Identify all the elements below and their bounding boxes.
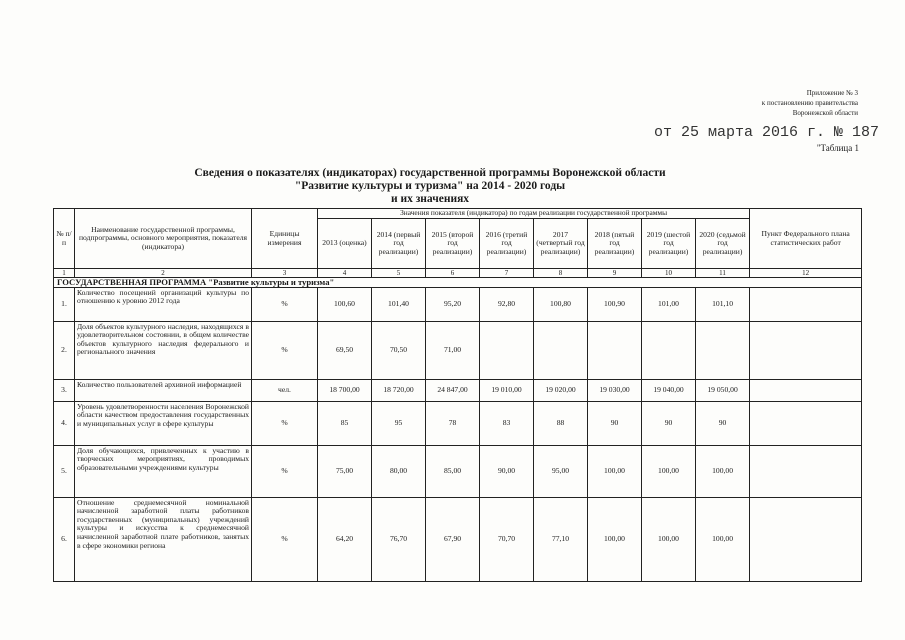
value-cell: 80,00 bbox=[372, 445, 426, 497]
indicator-name: Количество пользователей архивной информацией bbox=[75, 379, 252, 401]
header-values-group: Значения показателя (индикатора) по годам реализации государственной программы bbox=[318, 209, 750, 219]
value-cell: 90 bbox=[588, 401, 642, 445]
value-cell: 100,00 bbox=[588, 445, 642, 497]
indicator-name: Доля обучающихся, привлеченных к участию в творческих мероприятиях, проводимых образовательными учреждениями культуры bbox=[75, 445, 252, 497]
value-cell: 83 bbox=[480, 401, 534, 445]
value-cell: 101,40 bbox=[372, 287, 426, 321]
value-cell: 88 bbox=[534, 401, 588, 445]
value-cell: 69,50 bbox=[318, 321, 372, 379]
column-number: 12 bbox=[750, 269, 862, 278]
value-cell bbox=[534, 321, 588, 379]
value-cell: 100,00 bbox=[696, 497, 750, 581]
appendix-line-3: Воронежской области bbox=[792, 109, 858, 117]
federal-plan-cell bbox=[750, 287, 862, 321]
unit-cell: % bbox=[252, 445, 318, 497]
row-number: 4. bbox=[54, 401, 75, 445]
header-year: 2013 (оценка) bbox=[318, 219, 372, 269]
header-num: № п/п bbox=[54, 209, 75, 269]
value-cell: 19 010,00 bbox=[480, 379, 534, 401]
header-year: 2014 (первый год реализации) bbox=[372, 219, 426, 269]
value-cell: 77,10 bbox=[534, 497, 588, 581]
federal-plan-cell bbox=[750, 379, 862, 401]
column-number: 2 bbox=[75, 269, 252, 278]
column-numbers-row bbox=[54, 269, 862, 278]
value-cell: 19 040,00 bbox=[642, 379, 696, 401]
value-cell: 90 bbox=[642, 401, 696, 445]
header-year: 2020 (седьмой год реализации) bbox=[696, 219, 750, 269]
value-cell: 100,00 bbox=[642, 445, 696, 497]
value-cell: 101,10 bbox=[696, 287, 750, 321]
indicators-table bbox=[53, 208, 862, 582]
value-cell: 78 bbox=[426, 401, 480, 445]
appendix-note bbox=[618, 88, 858, 118]
federal-plan-cell bbox=[750, 497, 862, 581]
value-cell: 90,00 bbox=[480, 445, 534, 497]
title-line-3: и их значениях bbox=[390, 193, 470, 205]
value-cell: 100,00 bbox=[642, 497, 696, 581]
value-cell: 100,00 bbox=[696, 445, 750, 497]
value-cell: 18 700,00 bbox=[318, 379, 372, 401]
row-number: 2. bbox=[54, 321, 75, 379]
column-number: 8 bbox=[534, 269, 588, 278]
header-year: 2018 (пятый год реализации) bbox=[588, 219, 642, 269]
value-cell: 92,80 bbox=[480, 287, 534, 321]
indicator-name: Отношение среднемесячной номинальной начисленной заработной платы работников государственных (муниципальных) учреждений культуры и искусства к среднемесячной начисленной заработной плате работников, занятых в сфере экономики региона bbox=[75, 497, 252, 581]
value-cell: 71,00 bbox=[426, 321, 480, 379]
header-name: Наименование государственной программы, подпрограммы, основного мероприятия, показателя (индикатора) bbox=[75, 209, 252, 269]
title-line-2: "Развитие культуры и туризма" на 2014 - 2020 годы bbox=[294, 180, 566, 192]
federal-plan-cell bbox=[750, 321, 862, 379]
column-number: 4 bbox=[318, 269, 372, 278]
value-cell: 100,60 bbox=[318, 287, 372, 321]
value-cell: 18 720,00 bbox=[372, 379, 426, 401]
value-cell: 64,20 bbox=[318, 497, 372, 581]
unit-cell: % bbox=[252, 497, 318, 581]
table-number: "Таблица 1 bbox=[816, 143, 859, 153]
value-cell: 24 847,00 bbox=[426, 379, 480, 401]
indicator-name: Доля объектов культурного наследия, находящихся в удовлетворительном состоянии, в общем количестве объектов культурного наследия федерального и регионального значения bbox=[75, 321, 252, 379]
document-title bbox=[150, 167, 710, 206]
value-cell: 19 050,00 bbox=[696, 379, 750, 401]
header-federal-plan: Пункт Федерального плана статистических работ bbox=[750, 209, 862, 269]
column-number: 6 bbox=[426, 269, 480, 278]
value-cell: 100,90 bbox=[588, 287, 642, 321]
federal-plan-cell bbox=[750, 445, 862, 497]
header-year: 2017 (четвертый год реализации) bbox=[534, 219, 588, 269]
column-number: 5 bbox=[372, 269, 426, 278]
column-number: 11 bbox=[696, 269, 750, 278]
column-number: 3 bbox=[252, 269, 318, 278]
value-cell: 19 020,00 bbox=[534, 379, 588, 401]
unit-cell: % bbox=[252, 321, 318, 379]
value-cell: 95 bbox=[372, 401, 426, 445]
value-cell bbox=[642, 321, 696, 379]
header-year: 2016 (третий год реализации) bbox=[480, 219, 534, 269]
value-cell bbox=[696, 321, 750, 379]
table-row bbox=[54, 497, 862, 581]
row-number: 6. bbox=[54, 497, 75, 581]
value-cell: 19 030,00 bbox=[588, 379, 642, 401]
appendix-line-1: Приложение № 3 bbox=[806, 89, 858, 97]
header-year: 2019 (шестой год реализации) bbox=[642, 219, 696, 269]
header-year: 2015 (второй год реализации) bbox=[426, 219, 480, 269]
table-row bbox=[54, 445, 862, 497]
header-unit: Единицы измерения bbox=[252, 209, 318, 269]
row-number: 3. bbox=[54, 379, 75, 401]
appendix-line-2: к постановлению правительства bbox=[761, 99, 858, 107]
column-number: 7 bbox=[480, 269, 534, 278]
column-number: 9 bbox=[588, 269, 642, 278]
value-cell: 70,50 bbox=[372, 321, 426, 379]
value-cell: 75,00 bbox=[318, 445, 372, 497]
value-cell bbox=[480, 321, 534, 379]
value-cell: 85 bbox=[318, 401, 372, 445]
value-cell bbox=[588, 321, 642, 379]
row-number: 5. bbox=[54, 445, 75, 497]
table-row bbox=[54, 401, 862, 445]
program-title: ГОСУДАРСТВЕННАЯ ПРОГРАММА "Развитие культуры и туризма" bbox=[54, 278, 862, 288]
column-number: 10 bbox=[642, 269, 696, 278]
federal-plan-cell bbox=[750, 401, 862, 445]
indicator-name: Количество посещений организаций культуры по отношению к уровню 2012 года bbox=[75, 287, 252, 321]
program-row bbox=[54, 278, 862, 288]
value-cell: 95,20 bbox=[426, 287, 480, 321]
unit-cell: чел. bbox=[252, 379, 318, 401]
decree-date-stamp: от 25 марта 2016 г. № 187 bbox=[653, 124, 879, 141]
value-cell: 85,00 bbox=[426, 445, 480, 497]
table-row bbox=[54, 321, 862, 379]
value-cell: 70,70 bbox=[480, 497, 534, 581]
value-cell: 100,80 bbox=[534, 287, 588, 321]
value-cell: 95,00 bbox=[534, 445, 588, 497]
value-cell: 101,00 bbox=[642, 287, 696, 321]
table-row bbox=[54, 287, 862, 321]
row-number: 1. bbox=[54, 287, 75, 321]
indicator-name: Уровень удовлетворенности населения Воронежской области качеством предоставления государственных и муниципальных услуг в сфере культуры bbox=[75, 401, 252, 445]
value-cell: 90 bbox=[696, 401, 750, 445]
column-number: 1 bbox=[54, 269, 75, 278]
value-cell: 76,70 bbox=[372, 497, 426, 581]
unit-cell: % bbox=[252, 287, 318, 321]
unit-cell: % bbox=[252, 401, 318, 445]
value-cell: 100,00 bbox=[588, 497, 642, 581]
value-cell: 67,90 bbox=[426, 497, 480, 581]
title-line-1: Сведения о показателях (индикаторах) государственной программы Воронежской области bbox=[194, 167, 666, 179]
header-row-1 bbox=[54, 209, 862, 219]
table-row bbox=[54, 379, 862, 401]
